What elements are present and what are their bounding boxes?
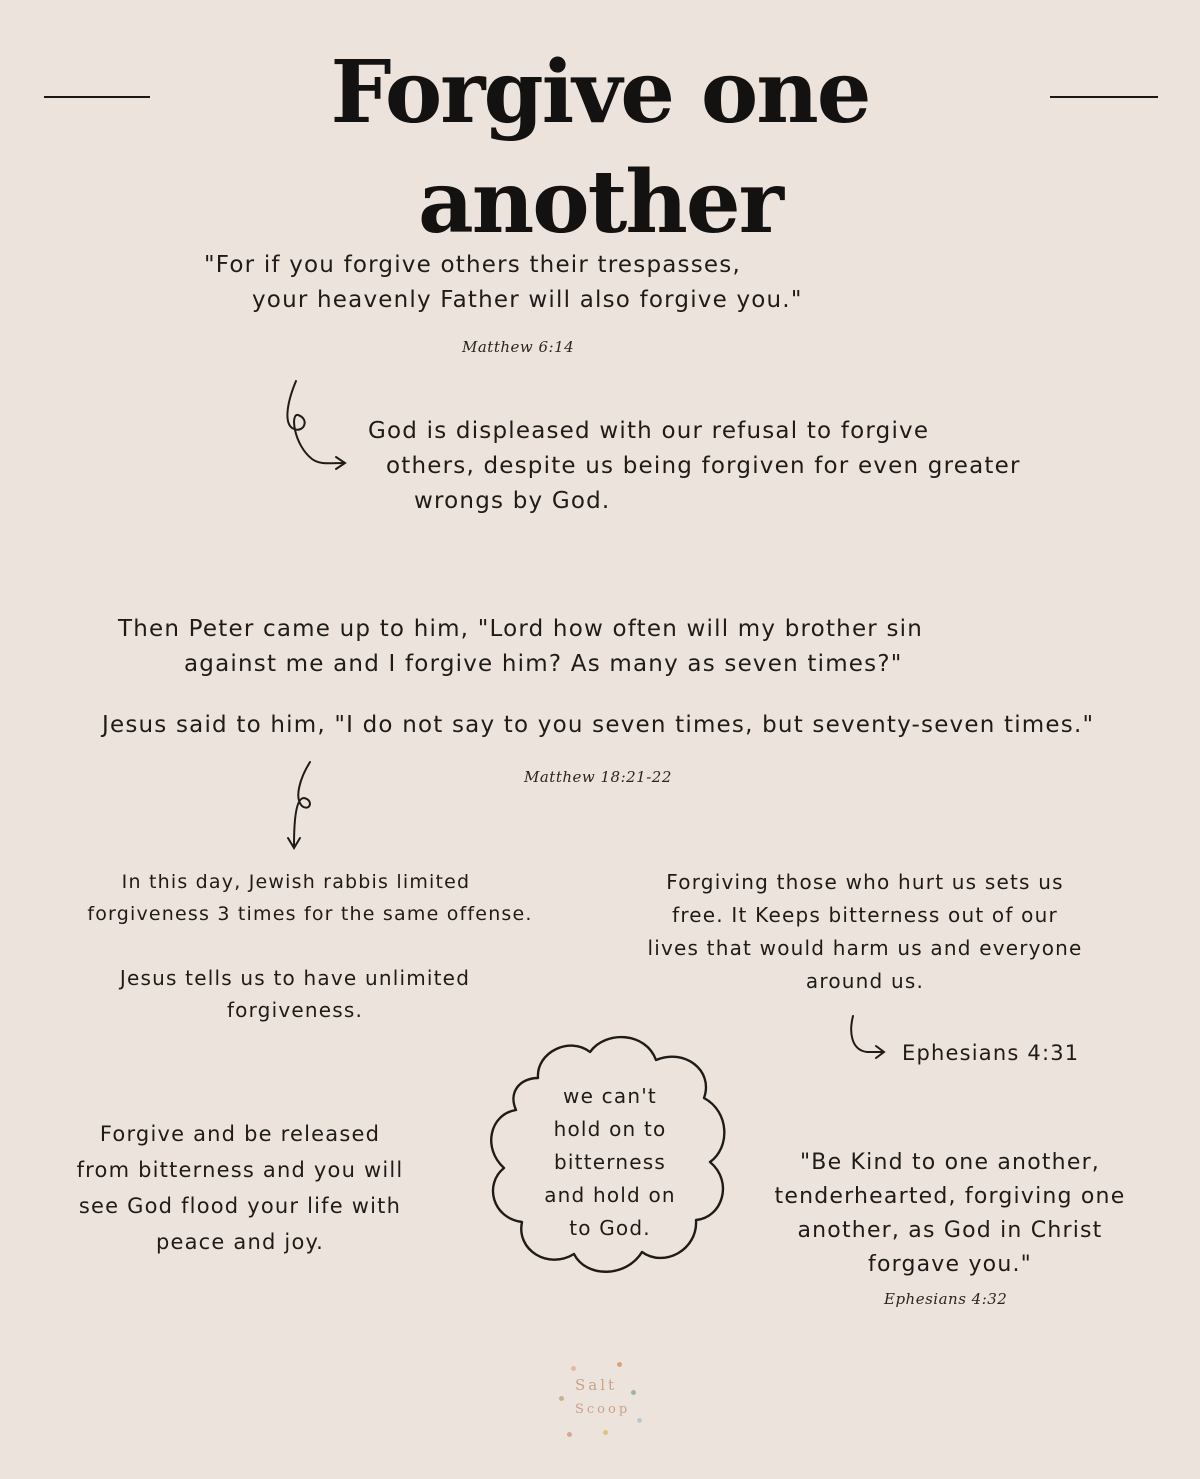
cloud-line: to God.: [569, 1216, 651, 1240]
quote-line: another, as God in Christ: [797, 1218, 1103, 1243]
quote-ephesians-4-32: [750, 1146, 1150, 1282]
hook-arrow-icon: [845, 1012, 890, 1062]
logo-dot: [617, 1362, 622, 1367]
note-line: around us.: [805, 969, 925, 993]
note-line: peace and joy.: [155, 1230, 325, 1254]
quote-reference: Matthew 6:14: [462, 338, 575, 356]
note-line: wrongs by God.: [414, 488, 611, 514]
note-line: lives that would harm us and everyone: [647, 936, 1083, 960]
quote-reference: Matthew 18:21-22: [524, 768, 672, 786]
note-rabbis: [60, 866, 560, 930]
note-line: Forgiving those who hurt us sets us: [666, 870, 1064, 894]
logo-dot: [567, 1432, 572, 1437]
quote-line: tenderhearted, forgiving one: [774, 1184, 1126, 1209]
note-line: In this day, Jewish rabbis limited: [121, 871, 471, 893]
quote-matthew-6-14: [190, 248, 850, 318]
logo-line: Salt: [575, 1376, 618, 1394]
salt-scoop-logo: [545, 1360, 655, 1440]
logo-dot: [637, 1418, 642, 1423]
title-rule-left: [44, 96, 150, 98]
logo-dot: [559, 1396, 564, 1401]
quote-line: forgave you.": [868, 1252, 1032, 1277]
logo-dot: [603, 1430, 608, 1435]
quote-line: Then Peter came up to him, "Lord how often will my brother sin: [118, 616, 924, 642]
note-line: forgiveness.: [226, 998, 364, 1022]
quote-line: "For if you forgive others their trespasses,: [204, 252, 741, 278]
note-line: see God flood your life with: [78, 1194, 402, 1218]
note-god-displeased: [368, 414, 1068, 519]
title-rule-right: [1050, 96, 1158, 98]
reference-ephesians-4-31: Ephesians 4:31: [902, 1041, 1080, 1065]
page-title: Forgive one another: [330, 42, 870, 253]
quote-line: against me and I forgive him? As many as seven times?": [184, 651, 903, 677]
cloud-line: bitterness: [554, 1150, 666, 1174]
note-line: Forgive and be released: [99, 1122, 381, 1146]
note-line: forgiveness 3 times for the same offense.: [87, 903, 533, 925]
cloud-line: and hold on: [544, 1183, 676, 1207]
quote-reference: Ephesians 4:32: [884, 1290, 1008, 1308]
note-released: [40, 1116, 440, 1260]
cloud-line: hold on to: [553, 1117, 667, 1141]
note-line: from bitterness and you will: [76, 1158, 404, 1182]
curly-arrow-down-icon: [280, 758, 330, 853]
note-sets-us-free: [620, 866, 1110, 998]
note-line: God is displeased with our refusal to forgive: [368, 418, 930, 444]
quote-matthew-18: [118, 612, 1118, 682]
jesus-reply: Jesus said to him, "I do not say to you seven times, but seventy-seven times.": [102, 712, 1095, 738]
quote-line: "Be Kind to one another,: [799, 1150, 1101, 1175]
note-unlimited: [60, 962, 530, 1026]
logo-dot: [571, 1366, 576, 1371]
quote-line: your heavenly Father will also forgive you.": [252, 287, 803, 313]
note-line: Jesus tells us to have unlimited: [119, 966, 471, 990]
note-line: free. It Keeps bitterness out of our: [672, 903, 1058, 927]
note-line: others, despite us being forgiven for even greater: [386, 453, 1021, 479]
logo-dot: [631, 1390, 636, 1395]
logo-line: Scoop: [575, 1402, 631, 1417]
curly-arrow-icon: [280, 375, 360, 470]
cloud-line: we can't: [563, 1084, 657, 1108]
cloud-text: [518, 1080, 702, 1245]
